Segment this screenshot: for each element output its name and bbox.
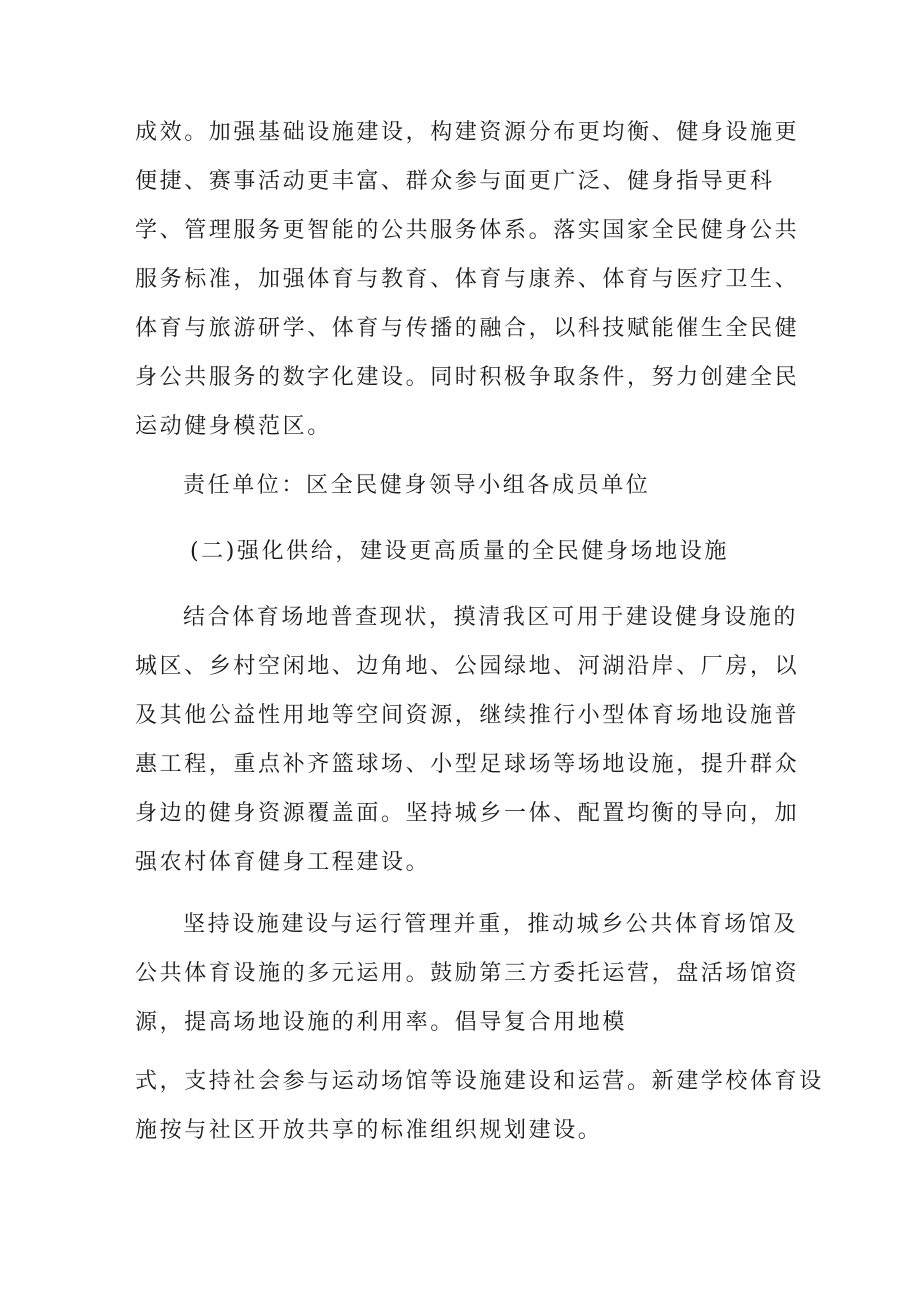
- paragraph-line: 式，支持社会参与运动场馆等设施建设和运营。新建学校体育设: [135, 1069, 824, 1094]
- paragraph-line: 强农村体育健身工程建设。: [135, 850, 431, 875]
- section-heading: (二)强化供给，建设更高质量的全民健身场地设施: [190, 539, 729, 564]
- paragraph-line: 便捷、赛事活动更丰富、群众参与面更广泛、健身指导更科: [135, 169, 775, 194]
- paragraph-line: 坚持设施建设与运行管理并重，推动城乡公共体育场馆及: [183, 912, 799, 937]
- paragraph-line: 城区、乡村空闲地、边角地、公园绿地、河湖沿岸、厂房，以: [135, 654, 800, 679]
- paragraph-line: 身边的健身资源覆盖面。坚持城乡一体、配置均衡的导向，加: [135, 801, 800, 826]
- paragraph-line: 结合体育场地普查现状，摸清我区可用于建设健身设施的: [183, 605, 799, 630]
- paragraph-line: 服务标准，加强体育与教育、体育与康养、体育与医疗卫生、: [135, 267, 800, 292]
- paragraph-line: 及其他公益性用地等空间资源，继续推行小型体育场地设施普: [135, 703, 800, 728]
- paragraph-line: 施按与社区开放共享的标准组织规划建设。: [135, 1118, 603, 1143]
- paragraph-line: 成效。加强基础设施建设，构建资源分布更均衡、健身设施更: [135, 120, 800, 145]
- paragraph-line: 公共体育设施的多元运用。鼓励第三方委托运营，盘活场馆资: [135, 961, 800, 986]
- paragraph-line: 身公共服务的数字化建设。同时积极争取条件，努力创建全民: [135, 365, 800, 390]
- paragraph-line: 学、管理服务更智能的公共服务体系。落实国家全民健身公共: [135, 218, 800, 243]
- responsibility-unit: 责任单位：区全民健身领导小组各成员单位: [183, 473, 651, 498]
- paragraph-line: 惠工程，重点补齐篮球场、小型足球场等场地设施，提升群众: [135, 752, 800, 777]
- paragraph-line: 体育与旅游研学、体育与传播的融合，以科技赋能催生全民健: [135, 316, 800, 341]
- paragraph-line: 源，提高场地设施的利用率。倡导复合用地模: [135, 1010, 628, 1035]
- paragraph-line: 运动健身模范区。: [135, 414, 332, 439]
